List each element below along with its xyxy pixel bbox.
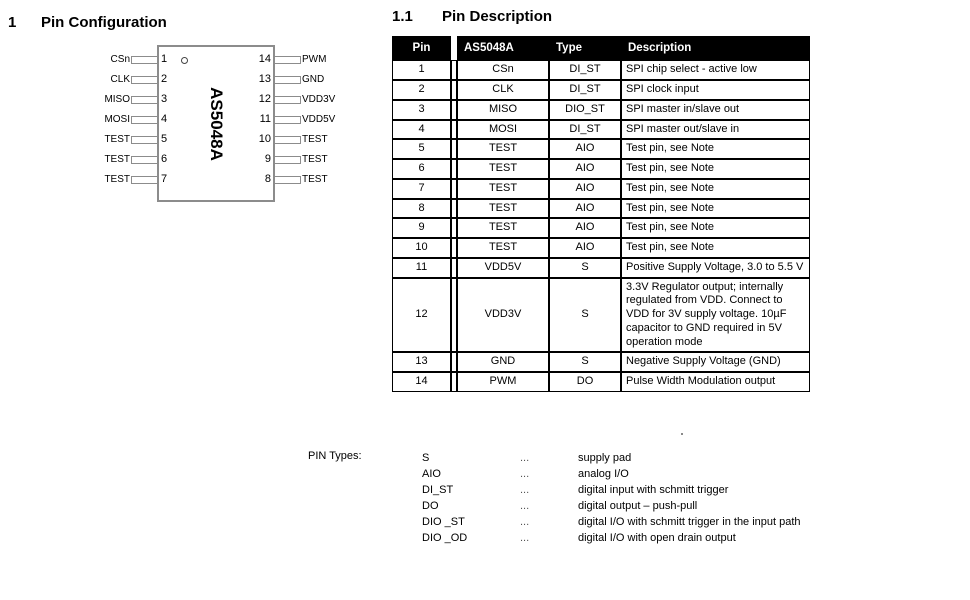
cell-pin: 12: [392, 278, 451, 353]
cell-description: Positive Supply Voltage, 3.0 to 5.5 V: [621, 258, 810, 278]
pin-lead-icon: [131, 136, 157, 144]
table-header-row: [392, 36, 810, 60]
column-header-description: Description: [621, 36, 810, 60]
cell-type: S: [549, 258, 621, 278]
pin-label-left: CLK: [110, 73, 130, 85]
chip-part-label: AS5048A: [207, 86, 226, 161]
legend-code: S: [422, 452, 430, 464]
legend-code: DI_ST: [422, 484, 454, 496]
table-row: [392, 352, 810, 372]
table-row: [392, 372, 810, 392]
cell-signal-name: CLK: [457, 80, 549, 100]
cell-type: AIO: [549, 139, 621, 159]
pin-lead-icon: [275, 76, 301, 84]
column-header-signal-name: AS5048A: [457, 36, 549, 60]
cell-type: DI_ST: [549, 120, 621, 140]
legend-code: DIO _OD: [422, 532, 468, 544]
table-row: [392, 159, 810, 179]
cell-signal-name: CSn: [457, 60, 549, 80]
cell-pin: 7: [392, 179, 451, 199]
pin-lead-icon: [275, 96, 301, 104]
legend-item: [422, 530, 801, 546]
pin-label-right: TEST: [302, 133, 328, 145]
table-row: [392, 60, 810, 80]
pin-lead-row-left: [95, 153, 157, 166]
cell-pin: 5: [392, 139, 451, 159]
pin-number-right: 10: [258, 133, 271, 145]
legend-description: digital input with schmitt trigger: [578, 484, 729, 496]
column-header-type: Type: [549, 36, 621, 60]
cell-signal-name: VDD3V: [457, 278, 549, 353]
cell-type: S: [549, 278, 621, 353]
pin-lead-row-left: [95, 93, 157, 106]
legend-dots: ...: [520, 468, 530, 480]
cell-type: AIO: [549, 179, 621, 199]
pin-lead-icon: [131, 76, 157, 84]
cell-signal-name: TEST: [457, 159, 549, 179]
table-row: [392, 179, 810, 199]
legend-item: [422, 482, 801, 498]
pin-label-left: TEST: [104, 153, 130, 165]
cell-type: AIO: [549, 199, 621, 219]
cell-signal-name: PWM: [457, 372, 549, 392]
cell-description: Negative Supply Voltage (GND): [621, 352, 810, 372]
legend-item: [422, 514, 801, 530]
legend-item: [422, 498, 801, 514]
cell-description: Test pin, see Note: [621, 159, 810, 179]
section-heading-pin-configuration: [8, 14, 167, 31]
cell-signal-name: TEST: [457, 218, 549, 238]
cell-type: AIO: [549, 218, 621, 238]
legend-code: AIO: [422, 468, 441, 480]
cell-description: Pulse Width Modulation output: [621, 372, 810, 392]
legend-dots: ...: [520, 452, 530, 464]
pin-number-left: 1: [161, 53, 168, 65]
pin-label-right: VDD5V: [302, 113, 336, 125]
pin-label-left: MISO: [104, 93, 130, 105]
cell-description: SPI clock input: [621, 80, 810, 100]
pin-lead-row-right: [275, 173, 355, 186]
pin-lead-icon: [275, 156, 301, 164]
section-title: Pin Description: [442, 8, 553, 25]
cell-pin: 2: [392, 80, 451, 100]
cell-pin: 8: [392, 199, 451, 219]
cell-type: DO: [549, 372, 621, 392]
cell-description: Test pin, see Note: [621, 238, 810, 258]
cell-type: S: [549, 352, 621, 372]
cell-description: Test pin, see Note: [621, 199, 810, 219]
pin-lead-row-right: [275, 153, 355, 166]
cell-description: Test pin, see Note: [621, 139, 810, 159]
pin-number-left: 2: [161, 73, 168, 85]
cell-signal-name: TEST: [457, 238, 549, 258]
legend-dots: ...: [520, 500, 530, 512]
pin-types-rows: [422, 450, 801, 546]
cell-description: Test pin, see Note: [621, 218, 810, 238]
pin-lead-row-right: [275, 113, 355, 126]
cell-pin: 6: [392, 159, 451, 179]
pin-label-right: GND: [302, 73, 325, 85]
legend-dots: ...: [520, 516, 530, 528]
cell-description: SPI chip select - active low: [621, 60, 810, 80]
pin-label-left: TEST: [104, 133, 130, 145]
cell-pin: 14: [392, 372, 451, 392]
pin-lead-icon: [131, 116, 157, 124]
pin-lead-icon: [275, 136, 301, 144]
pin-number-right: 9: [264, 153, 271, 165]
table-row: [392, 258, 810, 278]
pin-lead-row-right: [275, 73, 355, 86]
pin-lead-icon: [275, 176, 301, 184]
cell-description: SPI master in/slave out: [621, 100, 810, 120]
pin-types-label: PIN Types:: [308, 450, 362, 462]
table-row: [392, 100, 810, 120]
legend-description: analog I/O: [578, 468, 629, 480]
cell-pin: 4: [392, 120, 451, 140]
pin-lead-row-right: [275, 93, 355, 106]
cell-pin: 3: [392, 100, 451, 120]
pin-number-left: 4: [161, 113, 168, 125]
cell-signal-name: MISO: [457, 100, 549, 120]
pin-label-right: VDD3V: [302, 93, 336, 105]
section-heading-pin-description: [392, 8, 552, 25]
pin-number-right: 14: [258, 53, 271, 65]
column-header-pin: Pin: [392, 36, 451, 60]
pin-label-left: CSn: [110, 53, 130, 65]
page-artifact-dot: [681, 433, 683, 435]
pin-number-right: 8: [264, 173, 271, 185]
pin-number-right: 12: [258, 93, 271, 105]
pin-lead-row-right: [275, 133, 355, 146]
cell-pin: 10: [392, 238, 451, 258]
table-row: [392, 238, 810, 258]
cell-type: DIO_ST: [549, 100, 621, 120]
cell-pin: 9: [392, 218, 451, 238]
legend-description: digital output – push-pull: [578, 500, 698, 512]
legend-dots: ...: [520, 484, 530, 496]
pin-label-right: TEST: [302, 173, 328, 185]
pin-configuration-diagram: [95, 45, 355, 210]
cell-signal-name: MOSI: [457, 120, 549, 140]
pin-label-right: PWM: [302, 53, 327, 65]
cell-type: AIO: [549, 159, 621, 179]
table-row: [392, 199, 810, 219]
table-row: [392, 139, 810, 159]
pin-lead-row-right: [275, 53, 355, 66]
cell-signal-name: TEST: [457, 179, 549, 199]
cell-pin: 13: [392, 352, 451, 372]
pin-lead-icon: [131, 56, 157, 64]
cell-pin: 11: [392, 258, 451, 278]
pin-lead-icon: [131, 96, 157, 104]
page-title: Pin Configuration: [41, 14, 167, 31]
pin-number-right: 13: [258, 73, 271, 85]
cell-pin: 1: [392, 60, 451, 80]
cell-signal-name: VDD5V: [457, 258, 549, 278]
cell-type: AIO: [549, 238, 621, 258]
legend-code: DO: [422, 500, 439, 512]
legend-description: supply pad: [578, 452, 632, 464]
pin-lead-icon: [275, 56, 301, 64]
pin-lead-icon: [275, 116, 301, 124]
cell-signal-name: TEST: [457, 199, 549, 219]
legend-item: [422, 466, 801, 482]
table-row: [392, 80, 810, 100]
pin-label-right: TEST: [302, 153, 328, 165]
pin-number-left: 6: [161, 153, 168, 165]
legend-code: DIO _ST: [422, 516, 465, 528]
pin-number-left: 5: [161, 133, 168, 145]
cell-signal-name: TEST: [457, 139, 549, 159]
section-number: 1.1: [392, 8, 413, 25]
legend-description: digital I/O with open drain output: [578, 532, 736, 544]
legend-description: digital I/O with schmitt trigger in the input path: [578, 516, 801, 528]
legend-item: [422, 450, 801, 466]
pin-lead-row-left: [95, 133, 157, 146]
section-number: 1: [8, 14, 17, 31]
pin-lead-icon: [131, 156, 157, 164]
cell-type: DI_ST: [549, 60, 621, 80]
pin-number-left: 3: [161, 93, 168, 105]
cell-description: 3.3V Regulator output; internally regulated from VDD. Connect to VDD for 3V supply voltage. 10µF capacitor to GND required in 5V operation mode: [621, 278, 810, 353]
pin-number-right: 11: [259, 113, 271, 125]
cell-description: Test pin, see Note: [621, 179, 810, 199]
table-row: [392, 120, 810, 140]
cell-signal-name: GND: [457, 352, 549, 372]
pin-description-table: [392, 36, 810, 392]
table-row: [392, 278, 810, 353]
pin-lead-row-left: [95, 73, 157, 86]
table-row: [392, 218, 810, 238]
pin-lead-row-left: [95, 173, 157, 186]
pin-label-left: MOSI: [104, 113, 130, 125]
pin-number-left: 7: [161, 173, 168, 185]
cell-description: SPI master out/slave in: [621, 120, 810, 140]
pin-lead-row-left: [95, 53, 157, 66]
pin-lead-row-left: [95, 113, 157, 126]
legend-dots: ...: [520, 532, 530, 544]
cell-type: DI_ST: [549, 80, 621, 100]
pin-label-left: TEST: [104, 173, 130, 185]
pin-lead-icon: [131, 176, 157, 184]
